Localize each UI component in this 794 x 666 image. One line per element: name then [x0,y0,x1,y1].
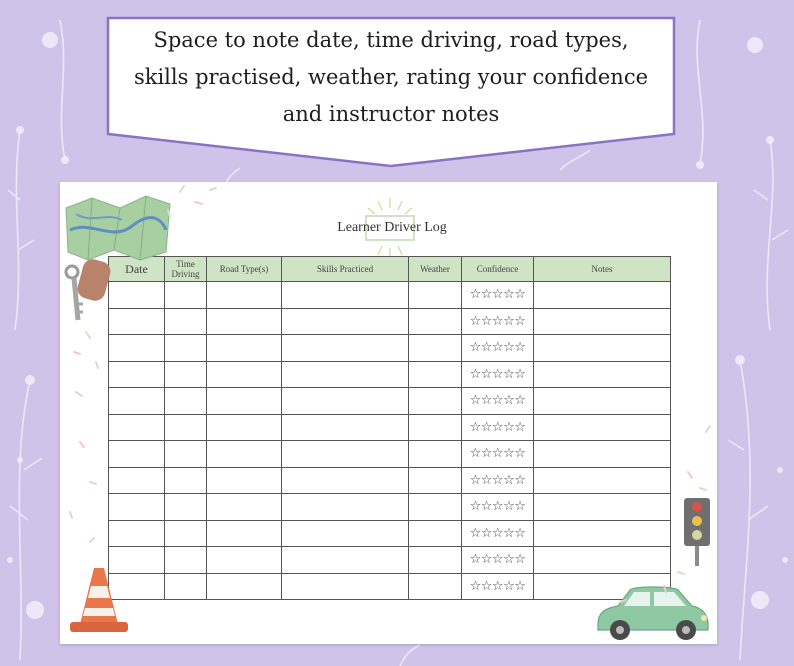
cell-date[interactable] [109,441,165,468]
cell-notes[interactable] [534,547,671,574]
header-weather: Weather [409,257,462,282]
cell-weather[interactable] [409,308,462,335]
confidence-stars: ☆☆☆☆☆ [462,282,534,309]
confidence-stars: ☆☆☆☆☆ [462,494,534,521]
cell-notes[interactable] [534,282,671,309]
cell-weather[interactable] [409,547,462,574]
map-icon [62,190,172,262]
header-time-line1: Time [176,259,195,269]
cell-skills[interactable] [282,388,409,415]
cell-road[interactable] [207,520,282,547]
cell-road[interactable] [207,388,282,415]
cell-date[interactable] [109,467,165,494]
cell-date[interactable] [109,414,165,441]
cell-notes[interactable] [534,494,671,521]
cell-road[interactable] [207,282,282,309]
cell-notes[interactable] [534,388,671,415]
cell-time[interactable] [165,414,207,441]
cell-road[interactable] [207,494,282,521]
confidence-stars: ☆☆☆☆☆ [462,414,534,441]
cell-weather[interactable] [409,361,462,388]
header-skills: Skills Practiced [282,257,409,282]
table-row [109,282,671,309]
table-row [109,414,671,441]
table-row [109,388,671,415]
banner-line-3: and instructor notes [282,102,500,126]
log-table [108,256,671,600]
confidence-stars: ☆☆☆☆☆ [462,467,534,494]
cell-road[interactable] [207,361,282,388]
confidence-stars: ☆☆☆☆☆ [462,573,534,600]
cell-notes[interactable] [534,361,671,388]
table-header-row [109,257,671,282]
cell-time[interactable] [165,388,207,415]
cell-weather[interactable] [409,388,462,415]
cell-time[interactable] [165,573,207,600]
cell-time[interactable] [165,308,207,335]
banner-line-1: Space to note date, time driving, road types, [153,28,629,52]
confidence-stars: ☆☆☆☆☆ [462,388,534,415]
header-time-line2: Driving [171,269,200,279]
cell-skills[interactable] [282,335,409,362]
table-row [109,573,671,600]
cell-weather[interactable] [409,414,462,441]
confidence-stars: ☆☆☆☆☆ [462,441,534,468]
cell-time[interactable] [165,520,207,547]
cell-date[interactable] [109,361,165,388]
table-row [109,308,671,335]
cell-road[interactable] [207,467,282,494]
green-car-icon [592,580,712,644]
cell-skills[interactable] [282,520,409,547]
header-notes: Notes [534,257,671,282]
car-key-icon [60,256,116,326]
cell-notes[interactable] [534,467,671,494]
cell-notes[interactable] [534,520,671,547]
cell-skills[interactable] [282,467,409,494]
traffic-cone-icon [66,564,130,638]
cell-time[interactable] [165,467,207,494]
cell-notes[interactable] [534,441,671,468]
cell-road[interactable] [207,414,282,441]
header-confidence: Confidence [462,257,534,282]
header-date: Date [109,257,165,282]
cell-skills[interactable] [282,494,409,521]
table-row [109,441,671,468]
cell-time[interactable] [165,494,207,521]
cell-time[interactable] [165,441,207,468]
table-row [109,335,671,362]
confidence-stars: ☆☆☆☆☆ [462,547,534,574]
confidence-stars: ☆☆☆☆☆ [462,361,534,388]
cell-date[interactable] [109,335,165,362]
cell-road[interactable] [207,547,282,574]
cell-road[interactable] [207,441,282,468]
cell-weather[interactable] [409,573,462,600]
cell-road[interactable] [207,308,282,335]
cell-skills[interactable] [282,414,409,441]
log-sheet [60,182,717,644]
cell-time[interactable] [165,335,207,362]
page-title: Learner Driver Log [337,220,447,235]
cell-weather[interactable] [409,282,462,309]
cell-weather[interactable] [409,335,462,362]
cell-date[interactable] [109,282,165,309]
table-row [109,547,671,574]
table-row [109,494,671,521]
cell-skills[interactable] [282,441,409,468]
cell-road[interactable] [207,573,282,600]
cell-time[interactable] [165,361,207,388]
confidence-stars: ☆☆☆☆☆ [462,308,534,335]
cell-notes[interactable] [534,335,671,362]
cell-weather[interactable] [409,441,462,468]
cell-time[interactable] [165,547,207,574]
traffic-light-icon [680,496,714,566]
cell-notes[interactable] [534,414,671,441]
cell-date[interactable] [109,388,165,415]
cell-skills[interactable] [282,547,409,574]
cell-weather[interactable] [409,520,462,547]
banner-line-2: skills practised, weather, rating your confidence [133,65,649,89]
cell-date[interactable] [109,520,165,547]
cell-weather[interactable] [409,467,462,494]
table-row [109,467,671,494]
cell-skills[interactable] [282,282,409,309]
cell-date[interactable] [109,494,165,521]
cell-notes[interactable] [534,308,671,335]
table-row [109,361,671,388]
table-row [109,520,671,547]
cell-road[interactable] [207,335,282,362]
confidence-stars: ☆☆☆☆☆ [462,520,534,547]
cell-time[interactable] [165,282,207,309]
header-road-types: Road Type(s) [207,257,282,282]
confidence-stars: ☆☆☆☆☆ [462,335,534,362]
cell-skills[interactable] [282,573,409,600]
cell-date[interactable] [109,308,165,335]
cell-skills[interactable] [282,361,409,388]
cell-skills[interactable] [282,308,409,335]
cell-weather[interactable] [409,494,462,521]
banner-text [106,22,676,133]
